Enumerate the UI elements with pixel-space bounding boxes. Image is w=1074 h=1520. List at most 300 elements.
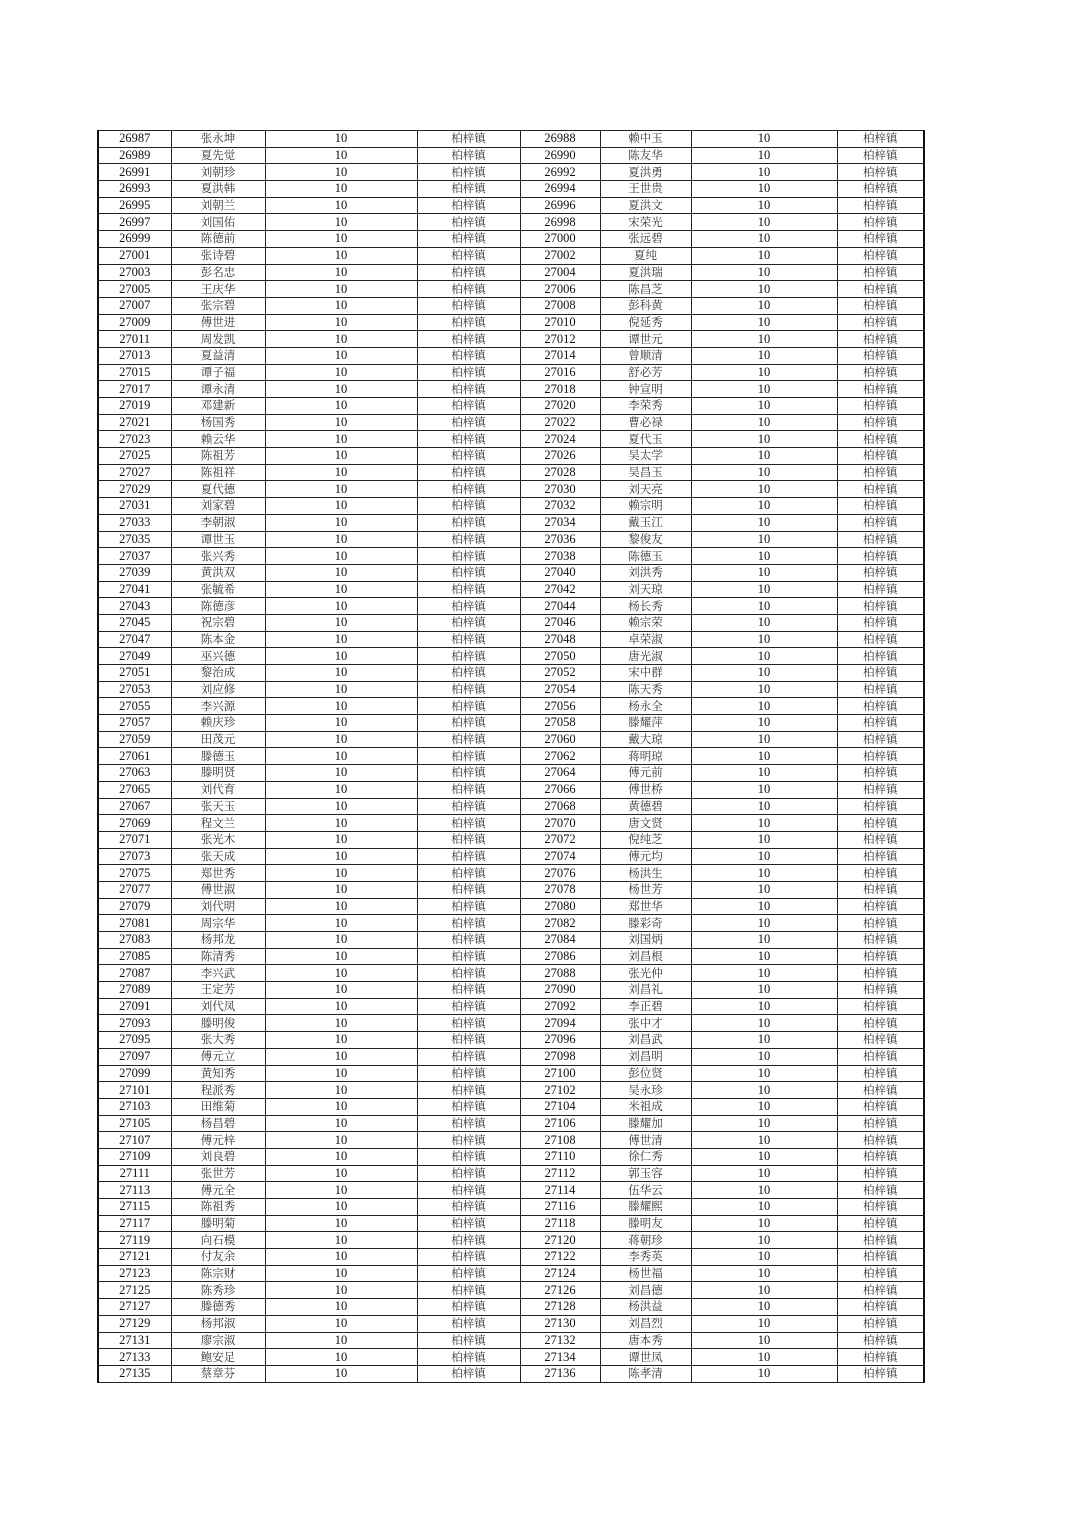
record-id-cell: 27040	[520, 564, 600, 581]
record-id-cell: 26999	[98, 231, 171, 248]
amount-cell: 10	[691, 414, 837, 431]
name-cell: 夏先觉	[171, 147, 265, 164]
name-cell: 滕明友	[600, 1215, 691, 1232]
town-cell: 柏梓镇	[837, 1015, 924, 1032]
record-id-cell: 27003	[98, 264, 171, 281]
record-id-cell: 27107	[98, 1132, 171, 1149]
record-id-cell: 27072	[520, 831, 600, 848]
record-id-cell: 27116	[520, 1199, 600, 1216]
name-cell: 陈秀珍	[171, 1282, 265, 1299]
record-id-cell: 27074	[520, 848, 600, 865]
amount-cell: 10	[265, 865, 417, 882]
record-id-cell: 27030	[520, 481, 600, 498]
town-cell: 柏梓镇	[837, 498, 924, 515]
town-cell: 柏梓镇	[417, 564, 520, 581]
record-id-cell: 27105	[98, 1115, 171, 1132]
amount-cell: 10	[265, 648, 417, 665]
name-cell: 倪纯芝	[600, 831, 691, 848]
name-cell: 夏代玉	[600, 431, 691, 448]
name-cell: 陈德彦	[171, 598, 265, 615]
record-id-cell: 27131	[98, 1332, 171, 1349]
name-cell: 黄洪双	[171, 564, 265, 581]
town-cell: 柏梓镇	[837, 1148, 924, 1165]
record-id-cell: 27008	[520, 297, 600, 314]
town-cell: 柏梓镇	[837, 614, 924, 631]
amount-cell: 10	[691, 781, 837, 798]
town-cell: 柏梓镇	[837, 1165, 924, 1182]
amount-cell: 10	[265, 1032, 417, 1049]
town-cell: 柏梓镇	[417, 197, 520, 214]
town-cell: 柏梓镇	[417, 297, 520, 314]
name-cell: 夏洪文	[600, 197, 691, 214]
amount-cell: 10	[691, 932, 837, 949]
name-cell: 刘昌明	[600, 1048, 691, 1065]
amount-cell: 10	[265, 1015, 417, 1032]
town-cell: 柏梓镇	[417, 748, 520, 765]
town-cell: 柏梓镇	[417, 1249, 520, 1266]
town-cell: 柏梓镇	[837, 1199, 924, 1216]
town-cell: 柏梓镇	[837, 932, 924, 949]
town-cell: 柏梓镇	[837, 147, 924, 164]
record-id-cell: 26997	[98, 214, 171, 231]
record-id-cell: 27087	[98, 965, 171, 982]
record-id-cell: 27007	[98, 297, 171, 314]
record-id-cell: 27019	[98, 398, 171, 415]
amount-cell: 10	[691, 1065, 837, 1082]
town-cell: 柏梓镇	[837, 881, 924, 898]
name-cell: 滕彩奇	[600, 915, 691, 932]
town-cell: 柏梓镇	[837, 1265, 924, 1282]
amount-cell: 10	[691, 331, 837, 348]
amount-cell: 10	[265, 1148, 417, 1165]
amount-cell: 10	[691, 681, 837, 698]
name-cell: 蔡章芬	[171, 1365, 265, 1382]
name-cell: 张大秀	[171, 1032, 265, 1049]
table-row	[98, 398, 924, 415]
town-cell: 柏梓镇	[837, 798, 924, 815]
town-cell: 柏梓镇	[417, 865, 520, 882]
name-cell: 吴永珍	[600, 1082, 691, 1099]
name-cell: 滕耀熙	[600, 1199, 691, 1216]
town-cell: 柏梓镇	[417, 398, 520, 415]
name-cell: 傅世桥	[600, 781, 691, 798]
table-row	[98, 998, 924, 1015]
name-cell: 程派秀	[171, 1082, 265, 1099]
name-cell: 付友余	[171, 1249, 265, 1266]
town-cell: 柏梓镇	[417, 1082, 520, 1099]
town-cell: 柏梓镇	[417, 948, 520, 965]
town-cell: 柏梓镇	[417, 1265, 520, 1282]
record-id-cell: 27061	[98, 748, 171, 765]
amount-cell: 10	[265, 147, 417, 164]
record-id-cell: 27054	[520, 681, 600, 698]
amount-cell: 10	[691, 865, 837, 882]
record-id-cell: 27034	[520, 514, 600, 531]
name-cell: 夏洪勇	[600, 164, 691, 181]
town-cell: 柏梓镇	[837, 1232, 924, 1249]
town-cell: 柏梓镇	[837, 1315, 924, 1332]
town-cell: 柏梓镇	[417, 848, 520, 865]
table-row	[98, 681, 924, 698]
name-cell: 刘代明	[171, 898, 265, 915]
amount-cell: 10	[691, 347, 837, 364]
town-cell: 柏梓镇	[417, 1165, 520, 1182]
town-cell: 柏梓镇	[837, 1182, 924, 1199]
amount-cell: 10	[691, 1315, 837, 1332]
name-cell: 谭世元	[600, 331, 691, 348]
amount-cell: 10	[265, 948, 417, 965]
record-id-cell: 27039	[98, 564, 171, 581]
town-cell: 柏梓镇	[837, 264, 924, 281]
town-cell: 柏梓镇	[417, 932, 520, 949]
name-cell: 李秀英	[600, 1249, 691, 1266]
record-id-cell: 27127	[98, 1299, 171, 1316]
table-row	[98, 1098, 924, 1115]
town-cell: 柏梓镇	[417, 281, 520, 298]
record-id-cell: 27078	[520, 881, 600, 898]
name-cell: 赖云华	[171, 431, 265, 448]
name-cell: 刘家碧	[171, 498, 265, 515]
town-cell: 柏梓镇	[417, 1232, 520, 1249]
town-cell: 柏梓镇	[837, 464, 924, 481]
amount-cell: 10	[265, 331, 417, 348]
record-id-cell: 27029	[98, 481, 171, 498]
amount-cell: 10	[691, 431, 837, 448]
table-row	[98, 531, 924, 548]
record-id-cell: 26996	[520, 197, 600, 214]
table-row	[98, 748, 924, 765]
amount-cell: 10	[265, 431, 417, 448]
name-cell: 傅元全	[171, 1182, 265, 1199]
amount-cell: 10	[265, 1048, 417, 1065]
town-cell: 柏梓镇	[837, 448, 924, 465]
record-id-cell: 27122	[520, 1249, 600, 1266]
town-cell: 柏梓镇	[837, 364, 924, 381]
name-cell: 伍华云	[600, 1182, 691, 1199]
record-id-cell: 27121	[98, 1249, 171, 1266]
town-cell: 柏梓镇	[837, 731, 924, 748]
amount-cell: 10	[265, 1098, 417, 1115]
amount-cell: 10	[265, 1249, 417, 1266]
record-id-cell: 27067	[98, 798, 171, 815]
name-cell: 谭永清	[171, 381, 265, 398]
amount-cell: 10	[265, 1065, 417, 1082]
town-cell: 柏梓镇	[417, 1365, 520, 1382]
record-id-cell: 27113	[98, 1182, 171, 1199]
town-cell: 柏梓镇	[417, 765, 520, 782]
name-cell: 陈祖秀	[171, 1199, 265, 1216]
amount-cell: 10	[691, 398, 837, 415]
name-cell: 宋中群	[600, 665, 691, 682]
name-cell: 夏洪瑞	[600, 264, 691, 281]
name-cell: 祝宗碧	[171, 614, 265, 631]
table-row	[98, 1199, 924, 1216]
table-row	[98, 1249, 924, 1266]
amount-cell: 10	[265, 781, 417, 798]
record-id-cell: 27043	[98, 598, 171, 615]
amount-cell: 10	[265, 314, 417, 331]
town-cell: 柏梓镇	[837, 1115, 924, 1132]
amount-cell: 10	[265, 898, 417, 915]
record-id-cell: 27076	[520, 865, 600, 882]
name-cell: 杨邦龙	[171, 932, 265, 949]
table-row	[98, 281, 924, 298]
name-cell: 陈德玉	[600, 548, 691, 565]
record-id-cell: 27047	[98, 631, 171, 648]
table-row	[98, 948, 924, 965]
town-cell: 柏梓镇	[417, 498, 520, 515]
table-row	[98, 331, 924, 348]
amount-cell: 10	[691, 314, 837, 331]
town-cell: 柏梓镇	[417, 898, 520, 915]
amount-cell: 10	[265, 1299, 417, 1316]
amount-cell: 10	[691, 464, 837, 481]
table-row	[98, 514, 924, 531]
table-row	[98, 364, 924, 381]
name-cell: 卓荣淑	[600, 631, 691, 648]
record-id-cell: 27014	[520, 347, 600, 364]
name-cell: 吴昌玉	[600, 464, 691, 481]
record-id-cell: 27048	[520, 631, 600, 648]
town-cell: 柏梓镇	[837, 748, 924, 765]
record-id-cell: 27085	[98, 948, 171, 965]
record-id-cell: 27052	[520, 665, 600, 682]
amount-cell: 10	[265, 1349, 417, 1366]
name-cell: 赖宗荣	[600, 614, 691, 631]
town-cell: 柏梓镇	[417, 698, 520, 715]
table-row	[98, 564, 924, 581]
name-cell: 舒必芳	[600, 364, 691, 381]
town-cell: 柏梓镇	[837, 247, 924, 264]
amount-cell: 10	[691, 448, 837, 465]
amount-cell: 10	[691, 1332, 837, 1349]
name-cell: 傅元立	[171, 1048, 265, 1065]
amount-cell: 10	[265, 1199, 417, 1216]
table-row	[98, 781, 924, 798]
record-id-cell: 27115	[98, 1199, 171, 1216]
amount-cell: 10	[691, 598, 837, 615]
record-id-cell: 27071	[98, 831, 171, 848]
name-cell: 滕明俊	[171, 1015, 265, 1032]
record-id-cell: 27128	[520, 1299, 600, 1316]
amount-cell: 10	[265, 1332, 417, 1349]
amount-cell: 10	[265, 715, 417, 732]
record-id-cell: 26992	[520, 164, 600, 181]
table-row	[98, 431, 924, 448]
town-cell: 柏梓镇	[417, 314, 520, 331]
town-cell: 柏梓镇	[417, 915, 520, 932]
name-cell: 曹必禄	[600, 414, 691, 431]
town-cell: 柏梓镇	[417, 1132, 520, 1149]
amount-cell: 10	[265, 1282, 417, 1299]
amount-cell: 10	[691, 614, 837, 631]
amount-cell: 10	[691, 815, 837, 832]
town-cell: 柏梓镇	[417, 881, 520, 898]
record-id-cell: 27120	[520, 1232, 600, 1249]
name-cell: 陈本金	[171, 631, 265, 648]
record-id-cell: 27023	[98, 431, 171, 448]
name-cell: 廖宗淑	[171, 1332, 265, 1349]
town-cell: 柏梓镇	[837, 1048, 924, 1065]
record-id-cell: 27132	[520, 1332, 600, 1349]
name-cell: 夏代德	[171, 481, 265, 498]
record-id-cell: 27049	[98, 648, 171, 665]
record-id-cell: 27134	[520, 1349, 600, 1366]
record-id-cell: 27035	[98, 531, 171, 548]
name-cell: 彭科黄	[600, 297, 691, 314]
name-cell: 杨世福	[600, 1265, 691, 1282]
amount-cell: 10	[691, 297, 837, 314]
town-cell: 柏梓镇	[417, 815, 520, 832]
record-id-cell: 27099	[98, 1065, 171, 1082]
amount-cell: 10	[691, 264, 837, 281]
name-cell: 张诗碧	[171, 247, 265, 264]
town-cell: 柏梓镇	[417, 431, 520, 448]
name-cell: 陈友华	[600, 147, 691, 164]
town-cell: 柏梓镇	[417, 965, 520, 982]
town-cell: 柏梓镇	[837, 214, 924, 231]
name-cell: 陈宗财	[171, 1265, 265, 1282]
town-cell: 柏梓镇	[837, 514, 924, 531]
table-row	[98, 1165, 924, 1182]
name-cell: 刘代育	[171, 781, 265, 798]
town-cell: 柏梓镇	[417, 1098, 520, 1115]
amount-cell: 10	[265, 932, 417, 949]
town-cell: 柏梓镇	[837, 297, 924, 314]
amount-cell: 10	[265, 1232, 417, 1249]
amount-cell: 10	[691, 1365, 837, 1382]
record-id-cell: 27062	[520, 748, 600, 765]
amount-cell: 10	[265, 765, 417, 782]
amount-cell: 10	[265, 131, 417, 148]
name-cell: 彭名忠	[171, 264, 265, 281]
amount-cell: 10	[265, 998, 417, 1015]
record-id-cell: 27093	[98, 1015, 171, 1032]
amount-cell: 10	[265, 1115, 417, 1132]
town-cell: 柏梓镇	[837, 331, 924, 348]
record-id-cell: 27065	[98, 781, 171, 798]
table-row	[98, 648, 924, 665]
record-id-cell: 27002	[520, 247, 600, 264]
name-cell: 陈祖祥	[171, 464, 265, 481]
amount-cell: 10	[691, 831, 837, 848]
name-cell: 滕德玉	[171, 748, 265, 765]
amount-cell: 10	[691, 164, 837, 181]
record-id-cell: 27057	[98, 715, 171, 732]
town-cell: 柏梓镇	[417, 1148, 520, 1165]
record-id-cell: 27021	[98, 414, 171, 431]
table-row	[98, 731, 924, 748]
amount-cell: 10	[265, 1315, 417, 1332]
record-id-cell: 27050	[520, 648, 600, 665]
record-id-cell: 27000	[520, 231, 600, 248]
record-id-cell: 26987	[98, 131, 171, 148]
name-cell: 杨世芳	[600, 881, 691, 898]
town-cell: 柏梓镇	[837, 998, 924, 1015]
record-id-cell: 27100	[520, 1065, 600, 1082]
record-id-cell: 27082	[520, 915, 600, 932]
table-row	[98, 965, 924, 982]
town-cell: 柏梓镇	[837, 1082, 924, 1099]
town-cell: 柏梓镇	[417, 1215, 520, 1232]
town-cell: 柏梓镇	[417, 648, 520, 665]
record-id-cell: 27104	[520, 1098, 600, 1115]
town-cell: 柏梓镇	[837, 231, 924, 248]
table-row	[98, 464, 924, 481]
name-cell: 赖庆珍	[171, 715, 265, 732]
record-id-cell: 27088	[520, 965, 600, 982]
amount-cell: 10	[265, 598, 417, 615]
name-cell: 刘代凤	[171, 998, 265, 1015]
town-cell: 柏梓镇	[837, 381, 924, 398]
town-cell: 柏梓镇	[417, 364, 520, 381]
table-row	[98, 498, 924, 515]
table-row	[98, 1265, 924, 1282]
town-cell: 柏梓镇	[417, 347, 520, 364]
amount-cell: 10	[691, 1098, 837, 1115]
name-cell: 李荣秀	[600, 398, 691, 415]
amount-cell: 10	[265, 398, 417, 415]
name-cell: 程文兰	[171, 815, 265, 832]
table-row	[98, 414, 924, 431]
town-cell: 柏梓镇	[417, 715, 520, 732]
name-cell: 宋荣光	[600, 214, 691, 231]
town-cell: 柏梓镇	[837, 848, 924, 865]
town-cell: 柏梓镇	[837, 347, 924, 364]
name-cell: 赖中玉	[600, 131, 691, 148]
amount-cell: 10	[691, 214, 837, 231]
name-cell: 陈祖芳	[171, 448, 265, 465]
record-id-cell: 27094	[520, 1015, 600, 1032]
table-row	[98, 698, 924, 715]
record-id-cell: 27092	[520, 998, 600, 1015]
record-id-cell: 27025	[98, 448, 171, 465]
town-cell: 柏梓镇	[837, 1132, 924, 1149]
amount-cell: 10	[265, 264, 417, 281]
town-cell: 柏梓镇	[837, 531, 924, 548]
record-id-cell: 27079	[98, 898, 171, 915]
name-cell: 杨洪益	[600, 1299, 691, 1316]
name-cell: 张天成	[171, 848, 265, 865]
table-row	[98, 915, 924, 932]
town-cell: 柏梓镇	[417, 631, 520, 648]
table-row	[98, 1315, 924, 1332]
town-cell: 柏梓镇	[417, 381, 520, 398]
amount-cell: 10	[691, 131, 837, 148]
amount-cell: 10	[265, 564, 417, 581]
town-cell: 柏梓镇	[417, 998, 520, 1015]
town-cell: 柏梓镇	[417, 247, 520, 264]
record-id-cell: 27130	[520, 1315, 600, 1332]
name-cell: 巫兴德	[171, 648, 265, 665]
amount-cell: 10	[691, 581, 837, 598]
record-id-cell: 27020	[520, 398, 600, 415]
town-cell: 柏梓镇	[837, 698, 924, 715]
record-id-cell: 27009	[98, 314, 171, 331]
record-id-cell: 27033	[98, 514, 171, 531]
town-cell: 柏梓镇	[417, 581, 520, 598]
town-cell: 柏梓镇	[837, 898, 924, 915]
table-row	[98, 297, 924, 314]
record-id-cell: 26995	[98, 197, 171, 214]
name-cell: 张毓希	[171, 581, 265, 598]
record-id-cell: 27069	[98, 815, 171, 832]
record-id-cell: 27097	[98, 1048, 171, 1065]
record-id-cell: 27114	[520, 1182, 600, 1199]
town-cell: 柏梓镇	[417, 414, 520, 431]
name-cell: 向石模	[171, 1232, 265, 1249]
record-id-cell: 26994	[520, 181, 600, 198]
